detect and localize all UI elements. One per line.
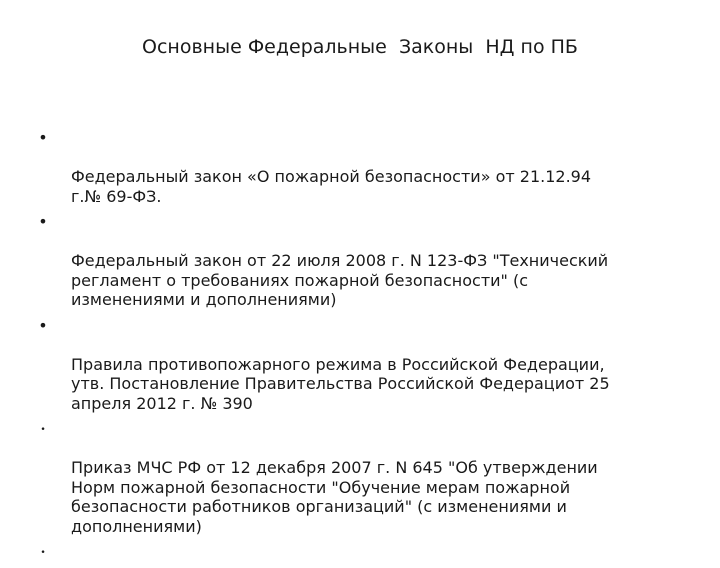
bullet-item-fire-safety-law: [36, 128, 676, 206]
bullet-list: [36, 128, 676, 568]
bullet-text: Правила противопожарного режима в Российской Федерации, утв. Постановление Правительства Российской Федерациот 25 апреля 2012 г. № 390: [71, 354, 610, 413]
bullet-text: Федеральный закон от 22 июля 2008 г. N 123-ФЗ "Технический регламент о требованиях пожарной безопасности" (с изменениями и дополнениями): [71, 251, 609, 309]
slide-title: Основные Федеральные Законы НД по ПБ: [142, 36, 578, 58]
bullet-text: Приказ МЧС РФ от 12 декабря 2007 г. N 645 "Об утверждении Норм пожарной безопасности "Обучение мерам пожарной безопасности работников организаций" (с изменениями и дополнениями): [71, 458, 598, 536]
bullet-marker: •: [40, 548, 46, 558]
bullet-item-emercom-order: [36, 419, 676, 536]
bullet-item-technical-regulation: [36, 212, 676, 310]
bullet-item-fire-regime-rules: [36, 316, 676, 414]
bullet-marker: •: [40, 425, 46, 435]
bullet-marker: •: [38, 315, 48, 335]
bullet-item-empty: [36, 542, 676, 562]
bullet-marker: •: [38, 212, 48, 231]
bullet-text: Федеральный закон «О пожарной безопасности» от 21.12.94 г.№ 69-ФЗ.: [71, 167, 592, 206]
bullet-marker: •: [38, 128, 48, 147]
